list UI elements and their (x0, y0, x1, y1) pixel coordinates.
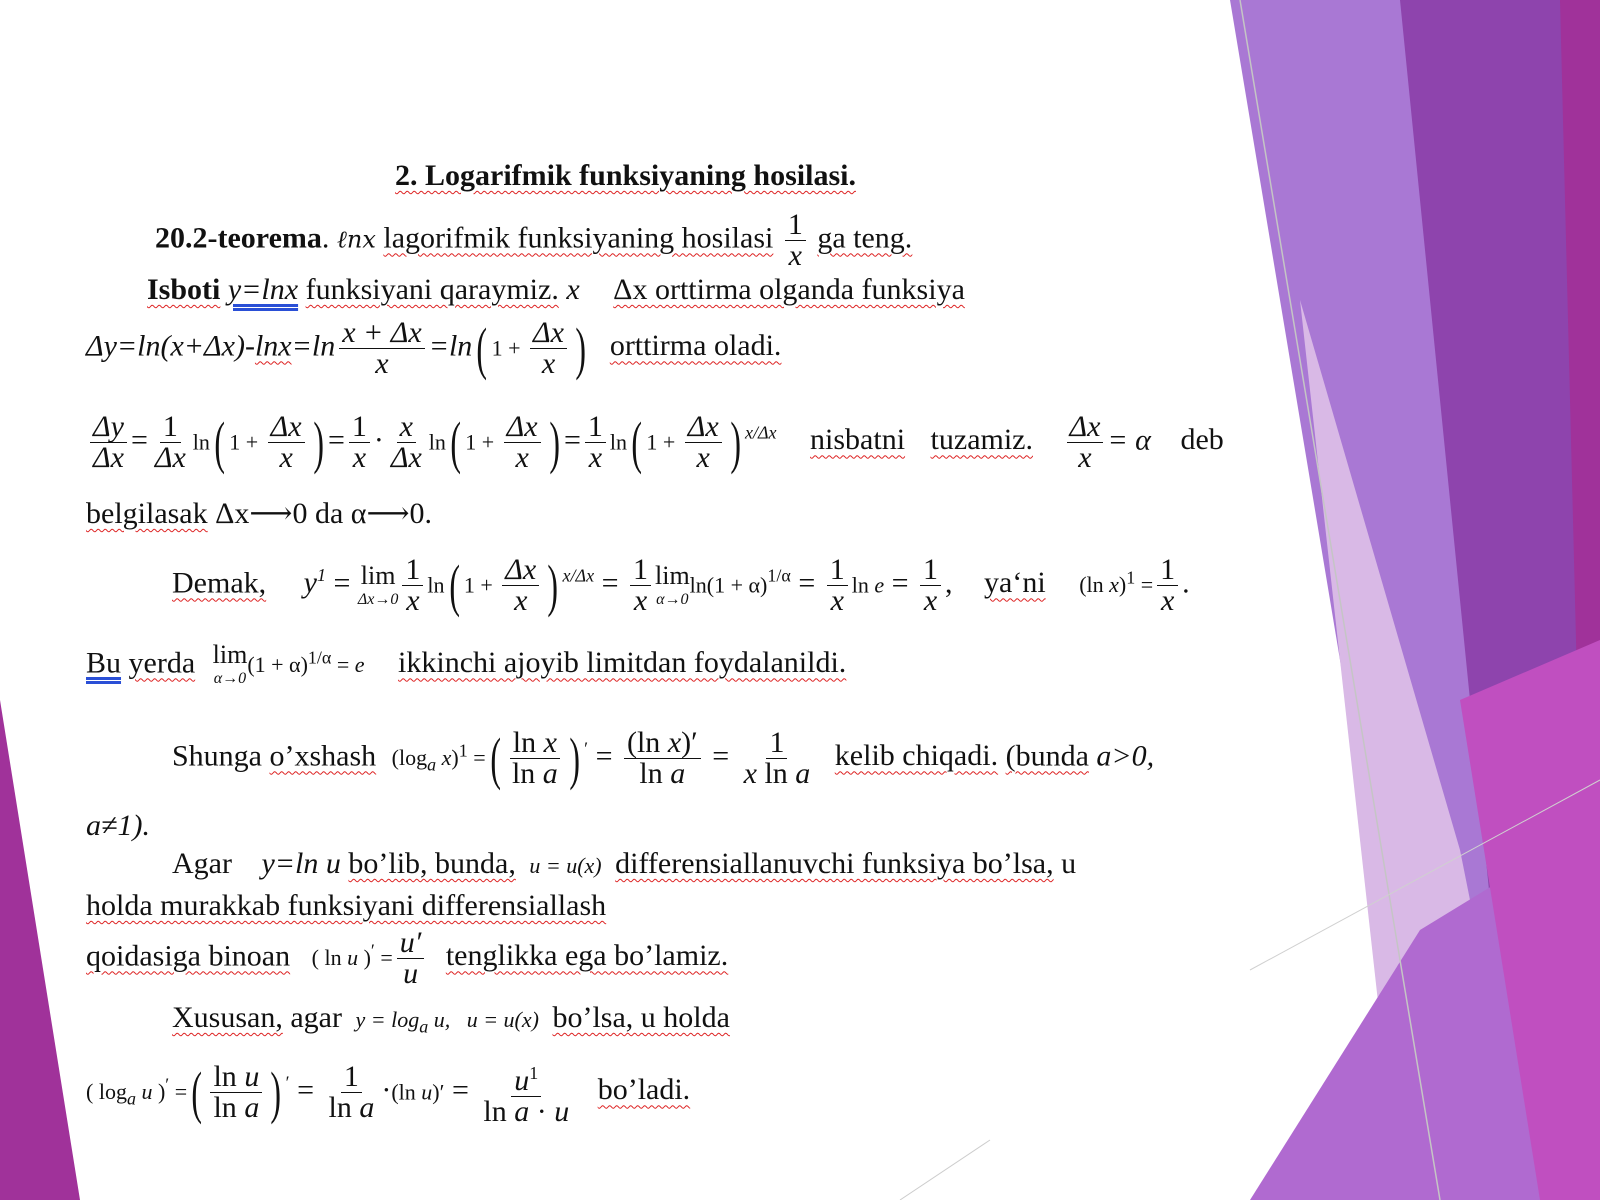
theorem-text: lagorifmik funksiyaning hosilasi (383, 221, 774, 255)
proof-line: Isboti y=lnx funksiyani qaraymiz. x Δx orttirma olganda funksiya (147, 273, 965, 306)
limit-note: Bu yerda lim α→0 $(1 + \alpha)^{1/\alpha} = e$ ikkinchi ajoyib limitdan foydalanildi. (86, 640, 847, 688)
chain-rule-line: Agar y=ln u bo’lib, bunda, u = u(x) differensiallanuvchi funksiya bo’lsa, u (172, 847, 1077, 880)
log-a-u-formula: ( $\log_a u$ )′ =( $\frac{\text{ln u}}{\text{ln a}}$ ) ′ = $\frac{1}{\text{ln a}}$ ·(ln u)′ = $\frac{u^1}{\text{ln a · u}}$ bo’ladi. (86, 1059, 691, 1128)
chain-rule-line-2: holda murakkab funksiyani differensiallash (86, 889, 607, 922)
derivative-formula: Demak, $y^1$ = lim Δx→0 $\frac{1}{x}$ ln( 1 + $\frac{\Delta x}{x}$ ) $^{x/\Delta x}$ = $\frac{1}{x}$ lim α→0 $\ln(1 + \alpha)^{1/\alpha}$ = $\frac{1}{x}$ ln e = $\frac{1}{x}$ , ya‘ni (ln x)$^1$ = $\frac{1}{x}$ . (172, 552, 1190, 618)
proof-function: y=lnx (227, 273, 299, 306)
theorem-function: ℓnx (336, 225, 376, 254)
ln-u-rule: qoidasiga binoan ( ln u )′ = $\frac{u'}{u}$ tenglikka ega bo’lamiz. (86, 926, 729, 990)
theorem-line: 20.2-teorema. ℓnx lagorifmik funksiyaning hosilasi $\frac{1}{x}$ ga teng. (155, 208, 913, 272)
proof-label: Isboti (147, 273, 221, 306)
log-a-formula: Shunga o’xshash ($\log_a$ x)$^1$ =( $\frac{\text{ln x}}{\text{ln a}}$ ) ′ = $\frac{\text{(ln x)′}}{\text{ln a}}$ = $\frac{1}{\text{x ln a}}$ kelib chiqadi. (bunda a>0, (172, 725, 1155, 791)
ratio-formula: $\frac{\Delta y}{\Delta x}$ = $\frac{1}{\Delta x}$ ln( 1 + $\frac{\Delta x}{x}$ ) = $\frac{1}{x}$ · $\frac{x}{\Delta x}$ ln( 1 + $\frac{\Delta x}{x}$ ) = $\frac{1}{x}$ ln( 1 + $\frac{\Delta x}{x}$ ) $^{x/\Delta x}$ nisbatni tuzamiz. $\frac{\Delta x}{x}$ = α deb (86, 412, 1224, 473)
proof-text-2: Δx orttirma olganda funksiya (613, 273, 965, 306)
theorem-label: 20.2-teorema (155, 221, 322, 255)
special-case-line: Xususan, agar $y = \log_a u$, u = u(x) bo’lsa, u holda (172, 1001, 730, 1037)
section-title: 2. Logarifmik funksiyaning hosilasi. (395, 159, 856, 192)
theorem-end: ga teng. (817, 221, 913, 255)
proof-text-1: funksiyani qaraymiz. (305, 273, 559, 306)
thin-rule-3 (900, 1140, 990, 1200)
increment-formula: Δy=ln(x+Δx)-lnx=ln $\frac{x + \Delta x}{x}$ =ln( 1 + $\frac{\Delta x}{x}$ ) orttirma oladi. (86, 315, 782, 381)
alpha-definition: belgilasak Δx⟶0 da α⟶0. (86, 497, 432, 530)
a-condition: a≠1). (86, 809, 150, 842)
fraction-one-over-x: $\frac{1}{x}$ (785, 210, 806, 271)
